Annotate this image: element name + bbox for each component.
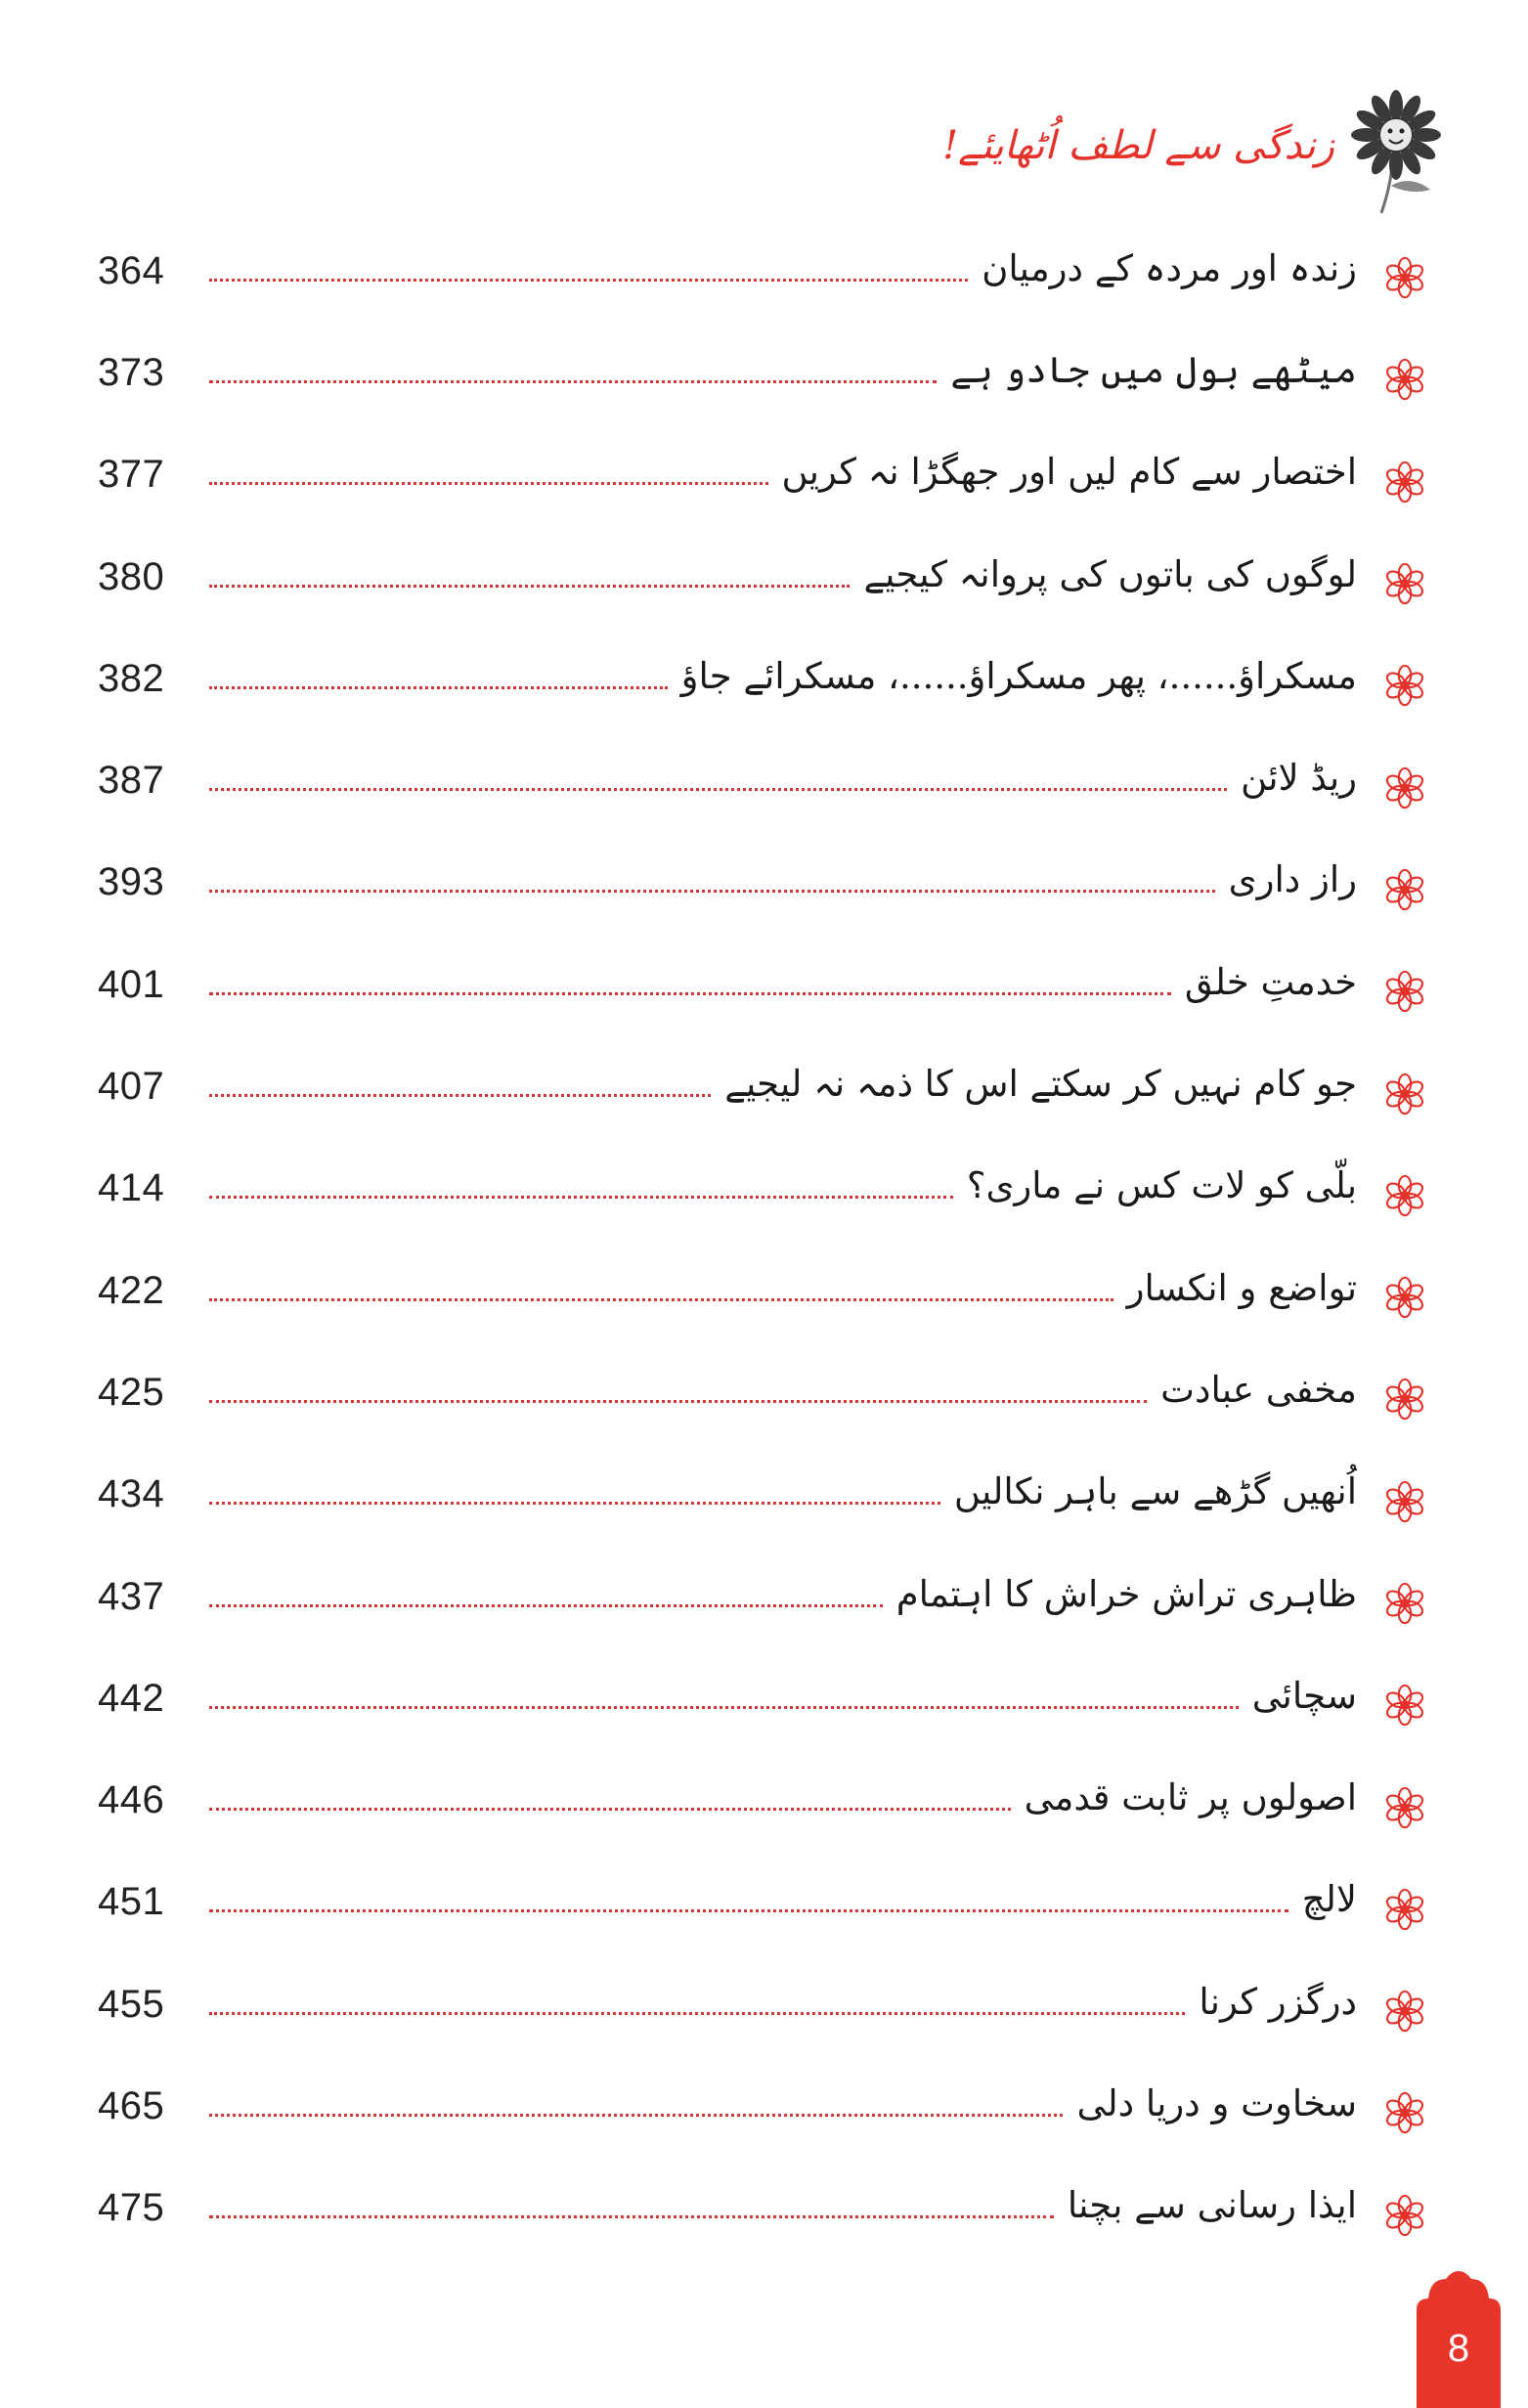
toc-entry[interactable] [98, 424, 1357, 526]
dotted-leader [209, 1808, 1011, 1811]
toc-entry-title: اختصار سے کام لیں اور جھگڑا نہ کریں [781, 451, 1357, 494]
toc-page-number: 442 [98, 1676, 165, 1720]
toc-entry[interactable] [98, 729, 1357, 831]
dotted-leader [209, 1909, 1288, 1912]
toc-entry-title: مسکراؤ......، پھر مسکراؤ......، مسکرائے جاؤ [680, 654, 1357, 697]
running-header [942, 88, 1450, 215]
toc-entry-title: اُنھیں گڑھے سے باہر نکالیں [953, 1470, 1357, 1513]
table-of-contents [98, 220, 1357, 2259]
toc-entry[interactable] [98, 1035, 1357, 1137]
dotted-leader [209, 1706, 1239, 1709]
toc-entry-title: میٹھے بول میں جادو ہے [950, 348, 1357, 391]
toc-entry[interactable] [98, 934, 1357, 1035]
dotted-leader [209, 686, 668, 689]
toc-page-number: 393 [98, 860, 165, 904]
toc-entry-title: جو کام نہیں کر سکتے اس کا ذمہ نہ لیجیے [724, 1063, 1357, 1106]
flower-bullet-icon [1382, 255, 1427, 300]
flower-bullet-icon [1382, 969, 1427, 1014]
toc-entry-title: خدمتِ خلق [1184, 960, 1357, 1003]
toc-entry[interactable] [98, 322, 1357, 423]
toc-page-number: 382 [98, 656, 165, 700]
flower-bullet-icon [1382, 1479, 1427, 1524]
flower-bullet-icon [1382, 1887, 1427, 1932]
toc-entry-title: سچائی [1251, 1674, 1357, 1717]
toc-entry-title: لالچ [1301, 1878, 1357, 1921]
dotted-leader [209, 992, 1171, 995]
toc-page-number: 446 [98, 1778, 165, 1822]
flower-icon [1342, 88, 1450, 215]
toc-page-number: 475 [98, 2186, 165, 2230]
toc-entry[interactable] [98, 2055, 1357, 2157]
toc-entry-title: لوگوں کی باتوں کی پروانہ کیجیے [863, 552, 1357, 595]
toc-page-number: 387 [98, 759, 165, 803]
toc-entry-title: زندہ اور مردہ کے درمیان [982, 246, 1357, 289]
flower-bullet-icon [1382, 1785, 1427, 1830]
toc-entry-title: ایذا رسانی سے بچنا [1067, 2184, 1357, 2227]
flower-bullet-icon [1382, 1683, 1427, 1728]
toc-entry-title: سخاوت و دریا دلی [1076, 2081, 1357, 2124]
toc-entry[interactable] [98, 1240, 1357, 1341]
toc-entry[interactable] [98, 1138, 1357, 1240]
dotted-leader [209, 2114, 1063, 2117]
dotted-leader [209, 279, 968, 282]
flower-bullet-icon [1382, 561, 1427, 606]
toc-page-number: 451 [98, 1880, 165, 1924]
toc-entry-title: درگزر کرنا [1199, 1980, 1357, 2023]
toc-entry[interactable] [98, 1647, 1357, 1749]
dotted-leader [209, 1196, 953, 1199]
dotted-leader [209, 1604, 883, 1607]
toc-entry[interactable] [98, 2158, 1357, 2259]
toc-entry[interactable] [98, 832, 1357, 934]
flower-bullet-icon [1382, 1072, 1427, 1116]
dotted-leader [209, 788, 1227, 791]
toc-entry-title: راز داری [1228, 858, 1357, 901]
flower-bullet-icon [1382, 1581, 1427, 1626]
dotted-leader [209, 2012, 1185, 2015]
toc-page-number: 455 [98, 1982, 165, 2026]
toc-entry-title: اصولوں پر ثابت قدمی [1024, 1776, 1357, 1819]
toc-page-number: 465 [98, 2083, 165, 2127]
flower-bullet-icon [1382, 1377, 1427, 1422]
page-number: 8 [1447, 2327, 1470, 2370]
flower-bullet-icon [1382, 357, 1427, 402]
toc-entry[interactable] [98, 220, 1357, 322]
flower-bullet-icon [1382, 2193, 1427, 2238]
flower-bullet-icon [1382, 460, 1427, 504]
toc-entry[interactable] [98, 1852, 1357, 1953]
toc-page-number: 425 [98, 1370, 165, 1414]
toc-entry-title: تواضع و انکسار [1126, 1266, 1357, 1309]
dotted-leader [209, 2215, 1054, 2218]
toc-entry[interactable] [98, 628, 1357, 729]
flower-bullet-icon [1382, 1173, 1427, 1218]
toc-entry-title: مخفی عبادت [1160, 1368, 1357, 1411]
toc-page-number: 434 [98, 1472, 165, 1516]
flower-bullet-icon [1382, 663, 1427, 708]
toc-entry[interactable] [98, 526, 1357, 628]
toc-entry[interactable] [98, 1953, 1357, 2055]
dotted-leader [209, 482, 768, 485]
toc-entry-title: ریڈ لائن [1241, 757, 1357, 800]
toc-page-number: 380 [98, 554, 165, 598]
toc-entry[interactable] [98, 1546, 1357, 1647]
dotted-leader [209, 380, 937, 383]
toc-entry[interactable] [98, 1341, 1357, 1443]
dotted-leader [209, 1094, 711, 1097]
flower-bullet-icon [1382, 766, 1427, 810]
dotted-leader [209, 1400, 1147, 1403]
toc-page-number: 414 [98, 1166, 165, 1210]
header-title: زندگی سے لطف اُٹھایئے! [942, 123, 1334, 168]
toc-entry[interactable] [98, 1444, 1357, 1546]
toc-page-number: 422 [98, 1268, 165, 1312]
flower-bullet-icon [1382, 1989, 1427, 2034]
toc-entry-title: ظاہری تراش خراش کا اہتمام [895, 1572, 1357, 1615]
flower-bullet-icon [1382, 2090, 1427, 2135]
dotted-leader [209, 1298, 1113, 1301]
dotted-leader [209, 890, 1215, 893]
toc-page-number: 407 [98, 1065, 165, 1109]
flower-bullet-icon [1382, 1275, 1427, 1320]
dotted-leader [209, 1502, 940, 1505]
toc-entry[interactable] [98, 1749, 1357, 1851]
toc-entry-title: بلّی کو لات کس نے ماری؟ [966, 1164, 1357, 1207]
toc-page-number: 373 [98, 350, 165, 394]
toc-page-number: 401 [98, 962, 165, 1006]
toc-page-number: 377 [98, 453, 165, 497]
flower-bullet-icon [1382, 867, 1427, 912]
toc-page-number: 364 [98, 248, 165, 292]
dotted-leader [209, 585, 850, 588]
toc-page-number: 437 [98, 1574, 165, 1618]
